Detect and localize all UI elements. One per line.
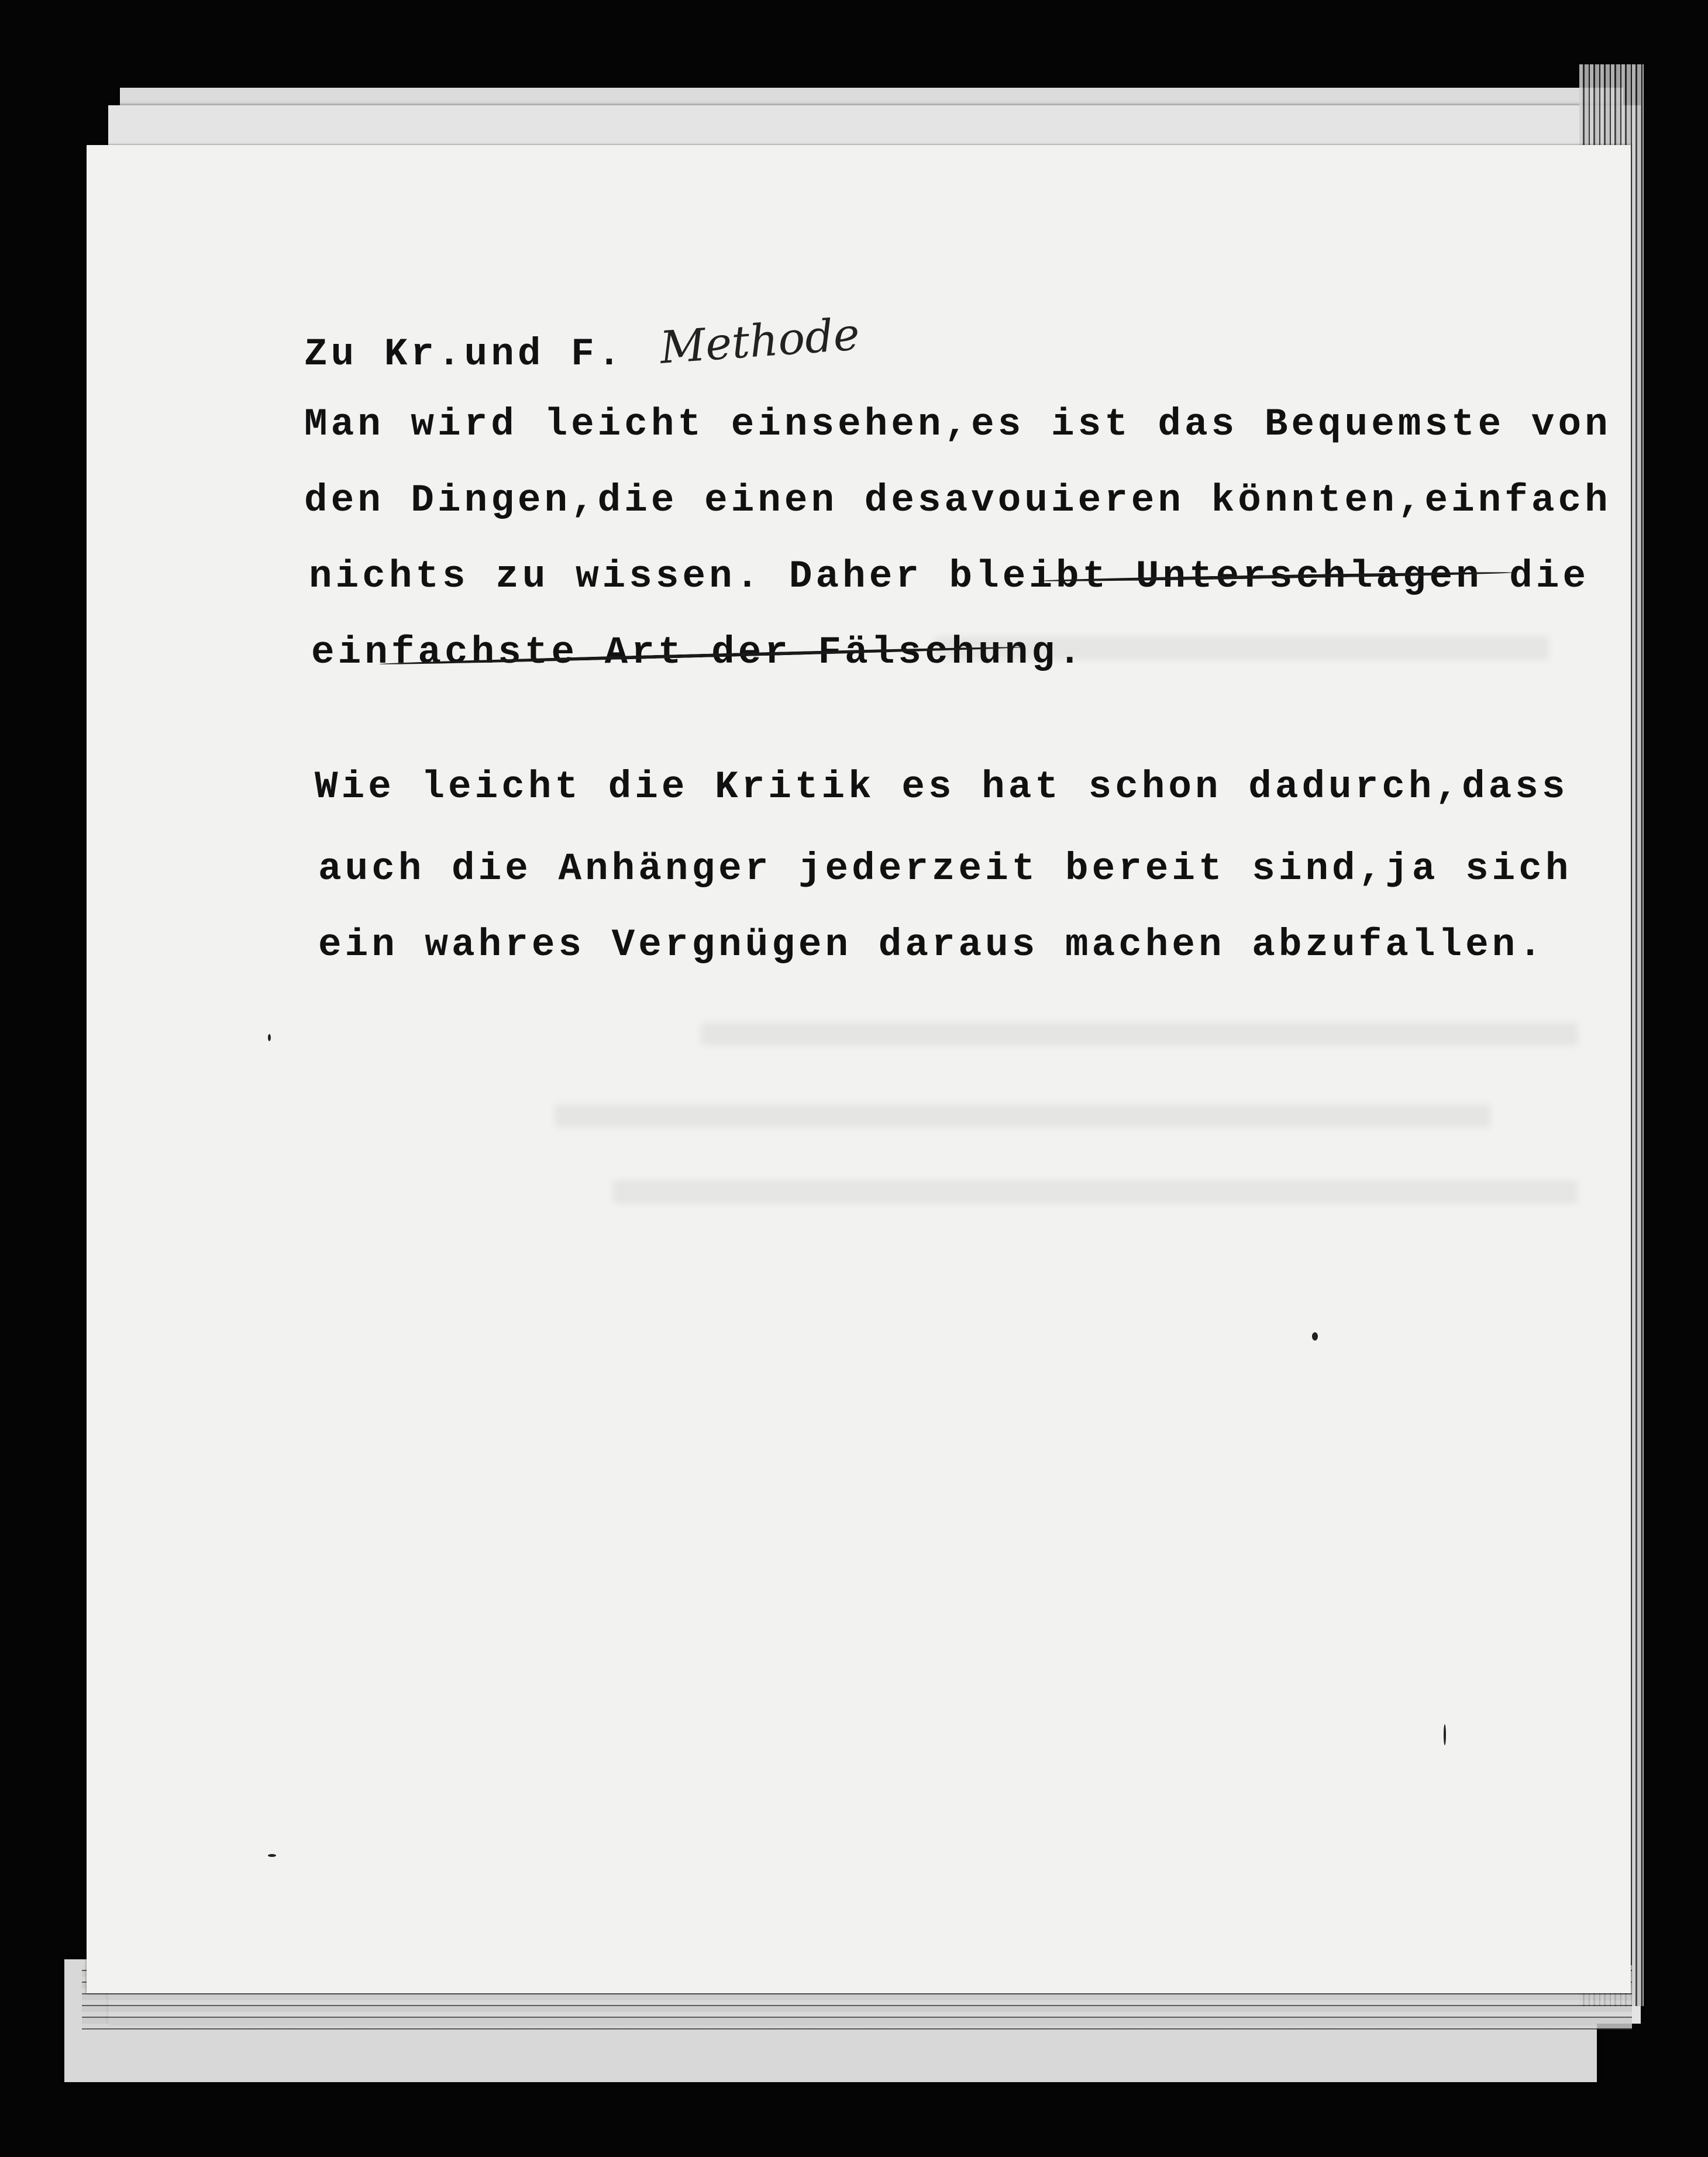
- paragraph-1-line-4: einfachste Art der Fälschung.: [311, 630, 1085, 674]
- typed-page: [87, 145, 1631, 1993]
- ink-speck: [268, 1854, 276, 1857]
- paragraph-1-line-1: Man wird leicht einsehen,es ist das Bequemste von: [304, 402, 1611, 446]
- handwritten-annotation: Methode: [658, 308, 862, 374]
- document-heading: Zu Kr.und F.: [304, 332, 625, 376]
- paragraph-2-line-3: ein wahres Vergnügen daraus machen abzufallen.: [318, 923, 1545, 967]
- show-through-smudge: [555, 1104, 1490, 1128]
- show-through-smudge: [613, 1180, 1578, 1204]
- paragraph-2-line-2: auch die Anhänger jederzeit bereit sind,ja sich: [318, 847, 1572, 891]
- ink-speck: [1444, 1724, 1446, 1745]
- show-through-smudge: [701, 1022, 1578, 1046]
- paragraph-1-line-3: nichts zu wissen. Daher bleibt Unterschlagen die: [309, 554, 1590, 598]
- paragraph-2-line-1: Wie leicht die Kritik es hat schon dadurch,dass: [315, 765, 1569, 809]
- paragraph-1-line-2: den Dingen,die einen desavouieren könnten,einfach: [304, 478, 1611, 522]
- ink-speck: [268, 1034, 271, 1041]
- ink-speck: [1312, 1332, 1318, 1341]
